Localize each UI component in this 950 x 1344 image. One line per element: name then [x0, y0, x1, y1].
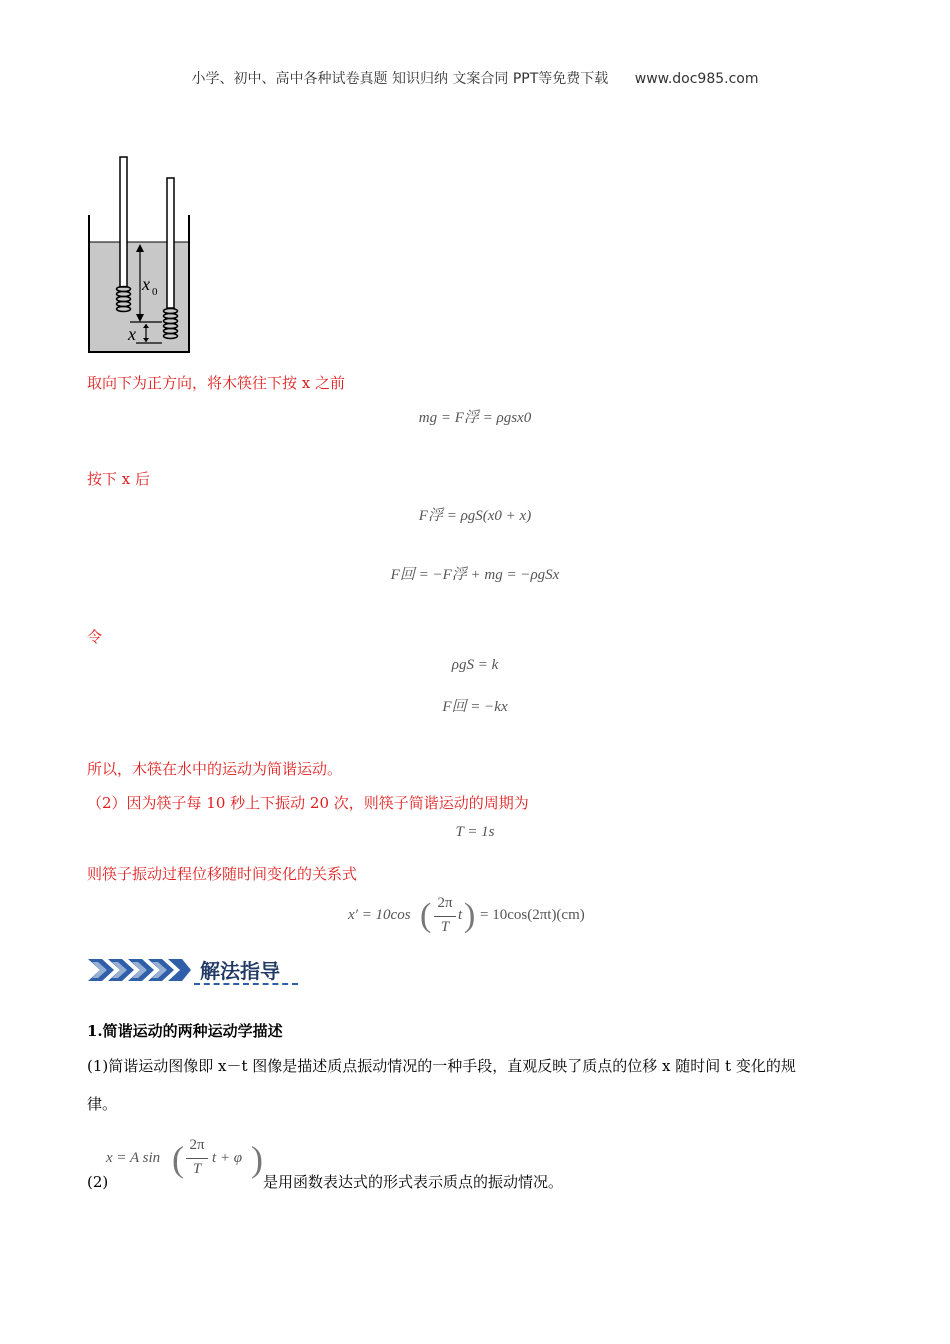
paragraph-1-line-1: (1)简谐运动图像即 x－t 图像是描述质点振动情况的一种手段，直观反映了质点的位移 x 随时间 t 变化的规 — [87, 1057, 796, 1075]
paragraph-2-suffix: 是用函数表达式的形式表示质点的振动情况。 — [263, 1173, 564, 1191]
equation-4: ρgS = k — [451, 657, 499, 673]
equation-2: F浮 = ρgS(x0 + x) — [418, 508, 532, 524]
formula-2-frac-den: T — [192, 1161, 202, 1177]
banner-underline — [194, 983, 298, 985]
label-x: x — [128, 324, 136, 344]
section-heading: 1.简谐运动的两种运动学描述 — [87, 1022, 283, 1040]
chevron-arrows-icon — [88, 957, 192, 983]
line-5: （2）因为筷子每 10 秒上下振动 20 次，则筷子简谐运动的周期为 — [87, 794, 529, 812]
formula-2-part-a: x = A sin — [106, 1150, 161, 1166]
formula-2 — [106, 1136, 266, 1184]
page-header — [0, 68, 950, 88]
line-2: 按下 x 后 — [87, 470, 150, 488]
formula-2-frac-num: 2π — [189, 1137, 205, 1153]
formula-2-paren-right: ) — [251, 1139, 263, 1179]
equation-7 — [348, 895, 608, 941]
equation-3: F回 = −F浮 + mg = −ρgSx — [390, 567, 560, 583]
formula-2-paren-left: ( — [172, 1139, 184, 1179]
header-text: 小学、初中、高中各种试卷真题 知识归纳 文案合同 PPT等免费下载 — [191, 71, 609, 87]
buoyancy-diagram — [80, 150, 200, 360]
formula-2-part-b: t + φ — [212, 1150, 243, 1166]
line-4: 所以，木筷在水中的运动为简谐运动。 — [87, 760, 343, 778]
equation-1: mg = F浮 = ρgsx0 — [418, 410, 532, 426]
line-3: 令 — [87, 628, 103, 646]
eq7-paren-right: ) — [464, 897, 476, 934]
eq7-part-a: x′ = 10cos — [348, 907, 411, 923]
eq7-frac-bar — [434, 916, 456, 917]
paragraph-2-prefix: (2) — [87, 1173, 109, 1191]
line-6: 则筷子振动过程位移随时间变化的关系式 — [87, 865, 358, 883]
header-site-link[interactable]: www.doc985.com — [634, 71, 759, 87]
line-1: 取向下为正方向，将木筷往下按 x 之前 — [87, 374, 345, 392]
equation-6: T = 1s — [455, 824, 495, 840]
formula-2-frac-bar — [186, 1158, 208, 1159]
eq7-frac-den: T — [440, 919, 450, 935]
eq7-frac-num: 2π — [437, 895, 453, 911]
label-x0: x — [142, 274, 150, 294]
paragraph-1-line-2: 律。 — [87, 1095, 118, 1113]
eq7-part-c: = 10cos(2πt)(cm) — [480, 907, 585, 923]
equation-5: F回 = −kx — [442, 699, 508, 715]
section-banner — [88, 955, 298, 989]
banner-title: 解法指导 — [200, 959, 280, 983]
eq7-paren-left: ( — [420, 897, 432, 934]
eq7-part-b: t — [458, 907, 463, 923]
label-x0-sub: 0 — [152, 286, 158, 298]
